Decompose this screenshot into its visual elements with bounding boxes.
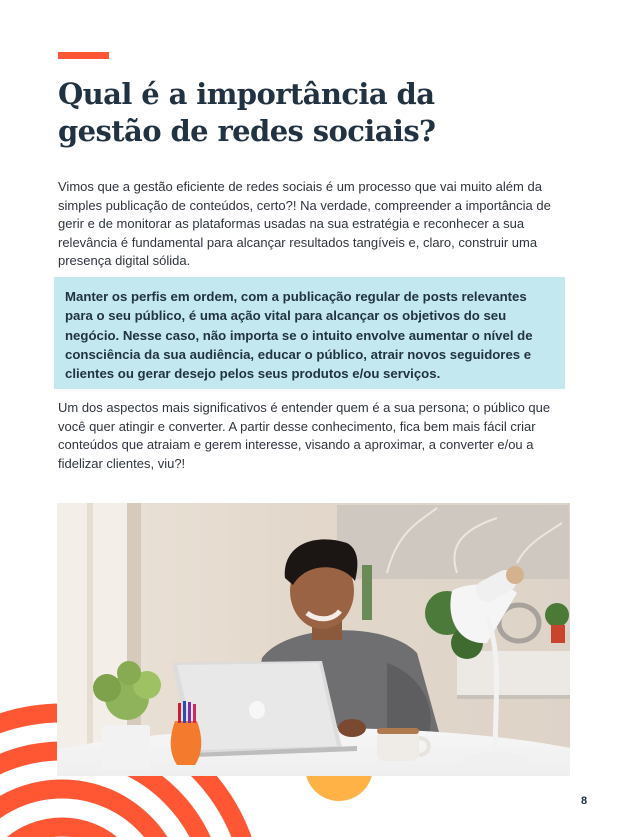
intro-paragraph: Vimos que a gestão eficiente de redes sociais é um processo que vai muito além da simples publicação de conteúdos, certo?! Na verdade, compreender a importância de gerir e de monitorar as plataformas usadas na sua estratégia e reconhecer a sua relevância é fundamental para alcançar resultados tangíveis e, claro, construir uma presença digital sólida. <box>58 179 551 269</box>
accent-bar <box>58 52 109 59</box>
page-number: 8 <box>581 795 588 807</box>
photo-illustration <box>57 503 570 776</box>
callout-box <box>54 277 565 389</box>
photo-man-with-laptop <box>57 503 570 776</box>
callout-text: Manter os perfis em ordem, com a publicação regular de posts relevantes para o seu público, é uma ação vital para alcançar os objetivos do seu negócio. Nesse caso, não importa se o intuito envolve aumentar o nível de consciência da sua audiência, educar o público, atrair novos seguidores e clientes ou gerar desejo pelos seus produtos e/ou serviços. <box>65 289 533 382</box>
persona-paragraph: Um dos aspectos mais significativos é entender quem é a sua persona; o público que você quer atingir e converter. A partir desse conhecimento, fica bem mais fácil criar conteúdos que atraiam e gerem interesse, visando a aproximar, a converter e/ou a fidelizar clientes, viu?! <box>58 400 551 471</box>
page-title: Qual é a importância da gestão de redes sociais? <box>58 77 436 148</box>
